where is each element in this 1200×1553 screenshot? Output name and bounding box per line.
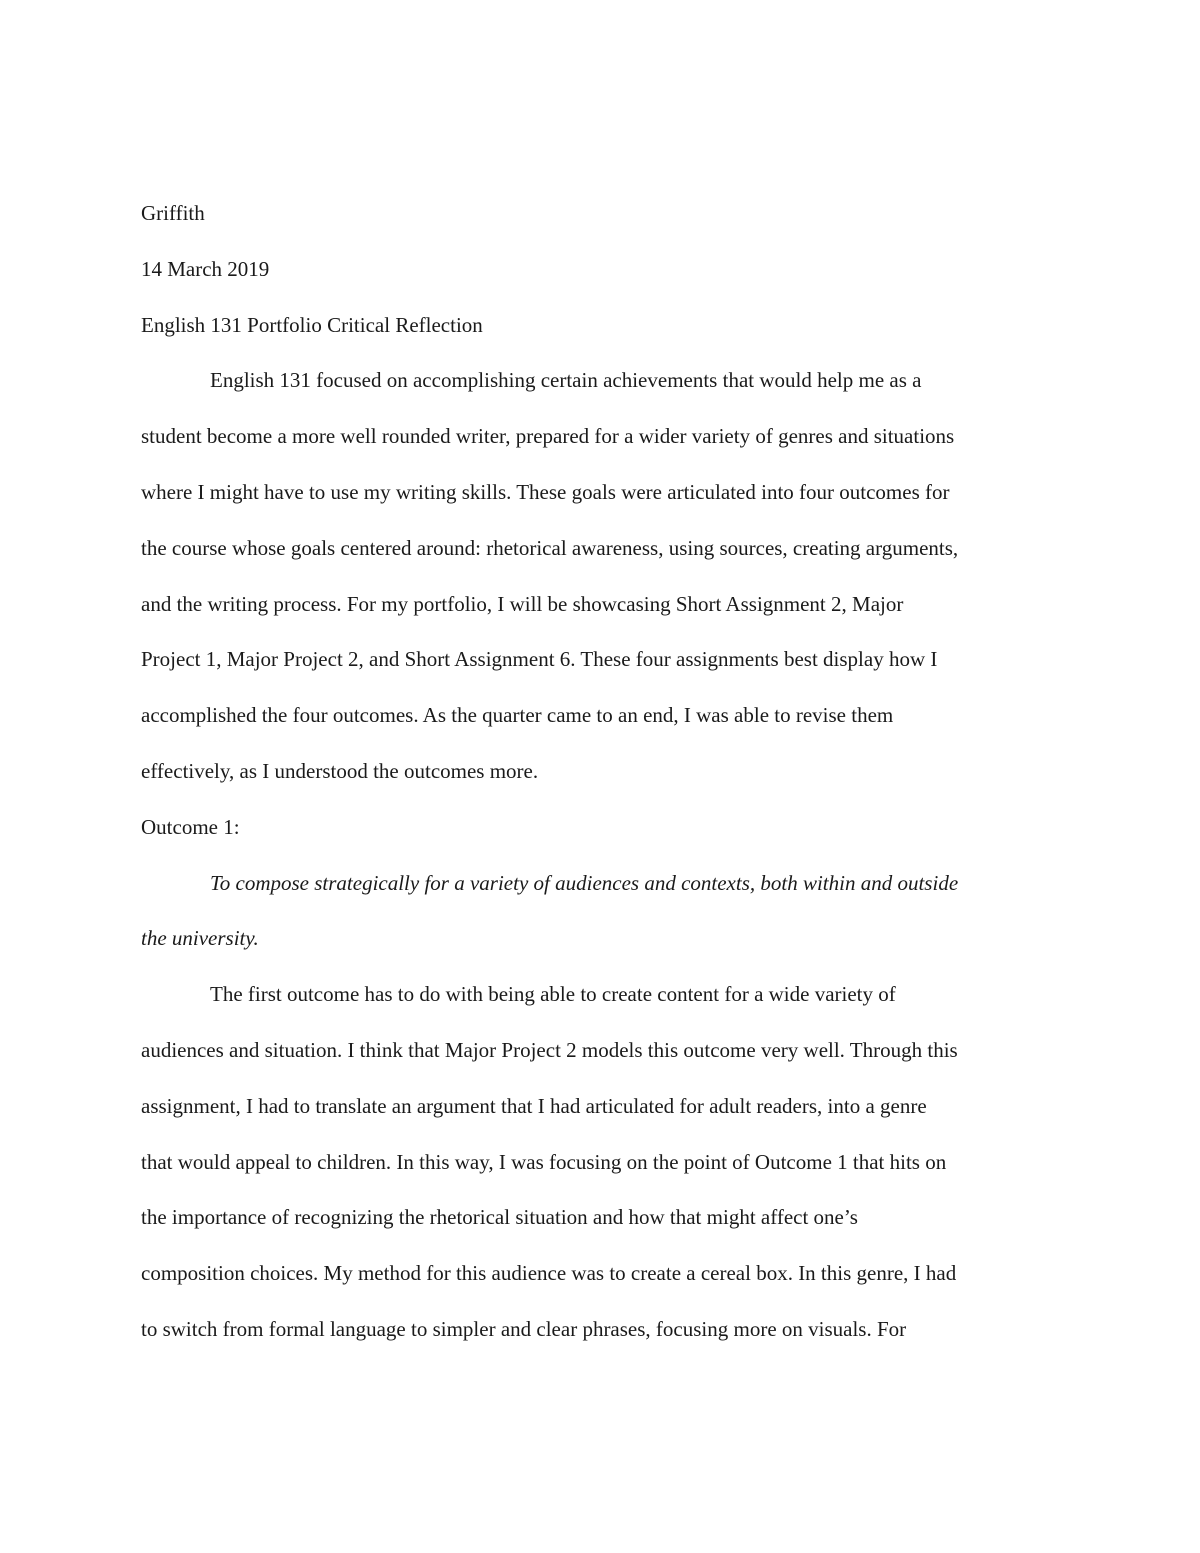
paragraph-line: effectively, as I understood the outcomes more. <box>141 758 539 783</box>
statement-line: To compose strategically for a variety of audiences and contexts, both within and outside <box>210 870 959 895</box>
paragraph-line: assignment, I had to translate an argument that I had articulated for adult readers, into a genre <box>141 1093 927 1118</box>
paragraph-line: that would appeal to children. In this way, I was focusing on the point of Outcome 1 that hits on <box>141 1149 947 1174</box>
paragraph-line: where I might have to use my writing skills. These goals were articulated into four outcomes for <box>141 479 950 504</box>
statement-line: the university. <box>141 926 259 951</box>
document-body <box>141 196 1061 1368</box>
paragraph-line: student become a more well rounded writer, prepared for a wider variety of genres and situations <box>141 424 955 449</box>
outcome-heading: Outcome 1: <box>141 814 240 839</box>
document-title: English 131 Portfolio Critical Reflection <box>141 312 483 337</box>
intro-paragraph <box>141 363 1061 809</box>
paragraph-line: audiences and situation. I think that Major Project 2 models this outcome very well. Through this <box>141 1037 958 1062</box>
document-date: 14 March 2019 <box>141 256 270 281</box>
paragraph-line: and the writing process. For my portfolio, I will be showcasing Short Assignment 2, Major <box>141 591 904 616</box>
paragraph-line: the importance of recognizing the rhetorical situation and how that might affect one’s <box>141 1205 858 1230</box>
author-name: Griffith <box>141 201 205 225</box>
paragraph-line: the course whose goals centered around: rhetorical awareness, using sources, creating arguments, <box>141 535 959 560</box>
paragraph-line: The first outcome has to do with being able to create content for a wide variety of <box>210 982 896 1007</box>
paragraph-line: composition choices. My method for this audience was to create a cereal box. In this genre, I had <box>141 1261 957 1286</box>
paragraph-line: accomplished the four outcomes. As the quarter came to an end, I was able to revise them <box>141 703 894 728</box>
paragraph-line: to switch from formal language to simpler and clear phrases, focusing more on visuals. For <box>141 1316 907 1341</box>
outcome-statement <box>141 866 1061 978</box>
paragraph-line: Project 1, Major Project 2, and Short Assignment 6. These four assignments best display how I <box>141 647 938 672</box>
paragraph-line: English 131 focused on accomplishing certain achievements that would help me as a <box>210 368 922 393</box>
outcome-body-paragraph <box>141 977 1061 1368</box>
